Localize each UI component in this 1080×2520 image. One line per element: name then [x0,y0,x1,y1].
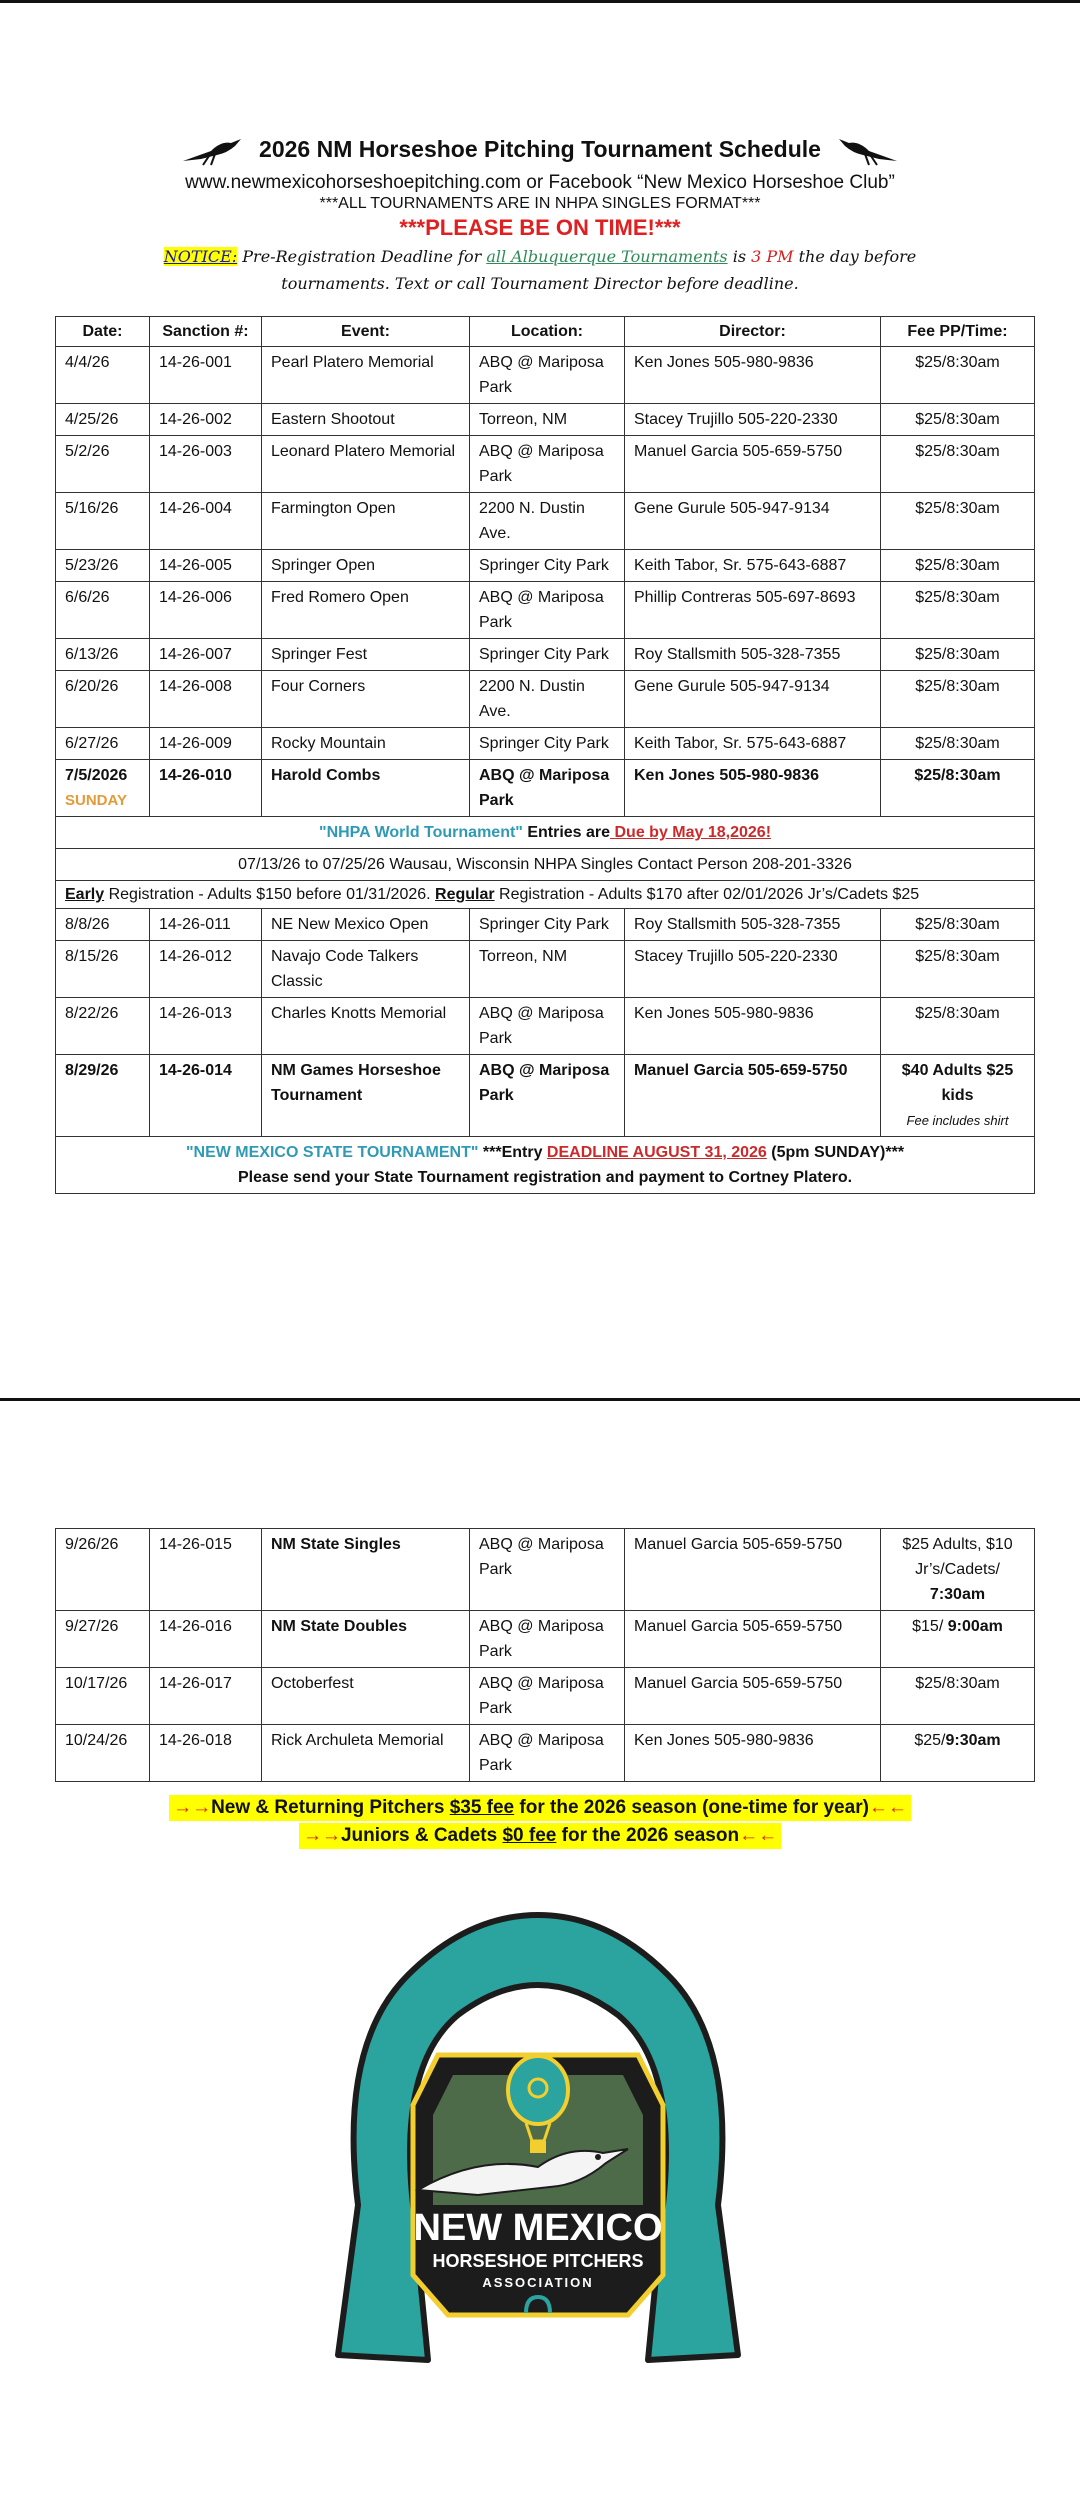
cell-date: 6/13/26 [56,639,150,671]
regular-text: Registration - Adults $170 after 02/01/2026 Jr’s/Cadets $25 [494,886,920,903]
col-location: Location: [470,317,625,347]
cell-director: Ken Jones 505-980-9836 [625,760,881,817]
cell-location: Springer City Park [470,639,625,671]
cell-event: NE New Mexico Open [262,909,470,941]
table-header-row [56,317,1035,347]
cell-event: Pearl Platero Memorial [262,347,470,404]
cell-sanction: 14-26-008 [150,671,262,728]
cell-sanction: 14-26-001 [150,347,262,404]
notice-label: NOTICE: [163,247,238,266]
cell-event: Springer Fest [262,639,470,671]
cell-event: NM State Doubles [262,1611,470,1668]
abq-tournaments-link[interactable]: all Albuquerque Tournaments [486,247,728,266]
cell-sanction: 14-26-011 [150,909,262,941]
table-row [56,493,1035,550]
cell-date: 9/26/26 [56,1529,150,1611]
cell-fee: $25/8:30am [881,347,1035,404]
cell-date: 4/4/26 [56,347,150,404]
balloon-basket [530,2141,546,2153]
season-fees [0,1795,1080,1851]
regular-label: Regular [435,886,495,903]
fee-time: 9:00am [947,1618,1003,1635]
top-border [0,0,1080,3]
table-row [56,909,1035,941]
cell-fee: $25/8:30am [881,998,1035,1055]
cell-sanction: 14-26-012 [150,941,262,998]
cell-fee: $15/ 9:00am [881,1611,1035,1668]
table-row [56,728,1035,760]
page-break [0,1398,1080,1401]
arrow-right-icon: →→ [173,1797,212,1818]
cell-date: 4/25/26 [56,404,150,436]
cell-director: Manuel Garcia 505-659-5750 [625,1611,881,1668]
fee-note: Fee includes shirt [906,1113,1009,1128]
cell-sanction: 14-26-004 [150,493,262,550]
fee-amount: $35 fee [449,1797,515,1818]
cell-sanction: 14-26-014 [150,1055,262,1137]
logo-line1: NEW MEXICO [413,2207,663,2249]
cell-location: ABQ @ Mariposa Park [470,1725,625,1782]
balloon-icon [508,2056,568,2124]
cell-fee: $25/8:30am [881,1668,1035,1725]
cell-location: Springer City Park [470,550,625,582]
world-name: "NHPA World Tournament" [318,824,523,841]
cell-sanction: 14-26-006 [150,582,262,639]
cell-date: 6/27/26 [56,728,150,760]
cell-date [56,760,150,817]
cell-event: Four Corners [262,671,470,728]
state-tournament-row [56,1137,1035,1194]
world-tournament-row [56,817,1035,849]
sunday-badge: SUNDAY [65,792,127,809]
page-header [0,128,1080,297]
cell-director: Gene Gurule 505-947-9134 [625,493,881,550]
cell-date: 8/29/26 [56,1055,150,1137]
fee-time: 7:30am [929,1586,986,1603]
cell-fee: $25/8:30am [881,639,1035,671]
notice-part: Pre-Registration Deadline for [237,247,487,266]
state-deadline: DEADLINE AUGUST 31, 2026 [546,1144,767,1161]
cell-director: Manuel Garcia 505-659-5750 [625,1055,881,1137]
col-fee: Fee PP/Time: [881,317,1035,347]
cell-director: Ken Jones 505-980-9836 [625,998,881,1055]
cell-date: 8/15/26 [56,941,150,998]
cell-event: Rick Archuleta Memorial [262,1725,470,1782]
page2-body [56,1529,1035,1782]
fee-text: for the 2026 season (one-time for year) [514,1797,869,1818]
cell-director: Manuel Garcia 505-659-5750 [625,1668,881,1725]
arrow-left-icon: ←← [868,1797,907,1818]
world-dates-row [56,849,1035,881]
fee-text: New & Returning Pitchers [211,1797,450,1818]
world-entries: Entries are [522,824,611,841]
table-row [56,1055,1035,1137]
cell-director: Keith Tabor, Sr. 575-643-6887 [625,550,881,582]
cell-date: 5/23/26 [56,550,150,582]
table-row [56,1725,1035,1782]
cell-fee: $25/8:30am [881,760,1035,817]
cell-fee: $25/8:30am [881,909,1035,941]
cell-sanction: 14-26-003 [150,436,262,493]
notice-part: the day before [793,247,917,266]
cell-director: Roy Stallsmith 505-328-7355 [625,909,881,941]
roadrunner-icon-right [835,131,899,167]
state-tail: (5pm SUNDAY)*** [766,1144,905,1161]
cell-director: Roy Stallsmith 505-328-7355 [625,639,881,671]
cell-sanction: 14-26-016 [150,1611,262,1668]
cell-sanction: 14-26-005 [150,550,262,582]
rows2-body [56,909,1035,1055]
format-line: ***ALL TOURNAMENTS ARE IN NHPA SINGLES FORMAT*** [319,195,761,212]
fee-text: for the 2026 season [556,1825,740,1846]
cell-fee: $25/8:30am [881,550,1035,582]
schedule-table [55,316,1035,1194]
cell-event: Fred Romero Open [262,582,470,639]
notice-text [0,243,1080,297]
cell-fee: $25/8:30am [881,941,1035,998]
cell-event: Springer Open [262,550,470,582]
logo-line3: ASSOCIATION [482,2275,594,2290]
cell-sanction: 14-26-017 [150,1668,262,1725]
cell-location: ABQ @ Mariposa Park [470,1611,625,1668]
cell-date: 9/27/26 [56,1611,150,1668]
arrow-left-icon: ←← [739,1825,778,1846]
juniors-fee [299,1823,781,1849]
cell-location: 2200 N. Dustin Ave. [470,671,625,728]
cell-date: 5/16/26 [56,493,150,550]
cell-fee: $25/8:30am [881,493,1035,550]
table-row [56,671,1035,728]
cell-director: Manuel Garcia 505-659-5750 [625,1529,881,1611]
table-row [56,550,1035,582]
state-name: "NEW MEXICO STATE TOURNAMENT" [185,1144,479,1161]
table-row [56,998,1035,1055]
cell-location: ABQ @ Mariposa Park [470,1529,625,1611]
table-row [56,760,1035,817]
returning-pitchers-fee [169,1795,911,1821]
table-row [56,639,1035,671]
state-entry: ***Entry [478,1144,547,1161]
cell-date: 8/8/26 [56,909,150,941]
cell-fee: $25/8:30am [881,582,1035,639]
rows1-body [56,347,1035,760]
cell-sanction: 14-26-018 [150,1725,262,1782]
cell-director: Stacey Trujillo 505-220-2330 [625,404,881,436]
cell-date: 10/17/26 [56,1668,150,1725]
state-tournament-note [56,1137,1035,1194]
cell-event: NM State Singles [262,1529,470,1611]
cell-event: Leonard Platero Memorial [262,436,470,493]
fee-text: $40 Adults $25 kids [901,1062,1014,1104]
table-row [56,404,1035,436]
cell-event: Farmington Open [262,493,470,550]
cell-date: 10/24/26 [56,1725,150,1782]
fee-time: 9:30am [945,1732,1001,1749]
col-director: Director: [625,317,881,347]
cell-location: 2200 N. Dustin Ave. [470,493,625,550]
deadline-time: 3 PM [751,247,794,266]
cell-event: Charles Knotts Memorial [262,998,470,1055]
cell-date: 6/20/26 [56,671,150,728]
world-tournament-note [56,817,1035,849]
cell-sanction: 14-26-015 [150,1529,262,1611]
world-registration-note [56,881,1035,909]
cell-location: ABQ @ Mariposa Park [470,998,625,1055]
table-row [56,1668,1035,1725]
cell-location: ABQ @ Mariposa Park [470,436,625,493]
table-row [56,1611,1035,1668]
col-sanction: Sanction #: [150,317,262,347]
cell-sanction: 14-26-010 [150,760,262,817]
early-label: Early [65,886,105,903]
fee-text: Juniors & Cadets [340,1825,503,1846]
cell-event: Octoberfest [262,1668,470,1725]
cell-director: Ken Jones 505-980-9836 [625,1725,881,1782]
cell-location: ABQ @ Mariposa Park [470,1668,625,1725]
arrow-right-icon: →→ [302,1825,341,1846]
cell-date: 8/22/26 [56,998,150,1055]
cell-date: 6/6/26 [56,582,150,639]
table-row [56,1529,1035,1611]
cell-sanction: 14-26-013 [150,998,262,1055]
cell-director: Ken Jones 505-980-9836 [625,347,881,404]
cell-sanction: 14-26-002 [150,404,262,436]
cell-event: Eastern Shootout [262,404,470,436]
cell-director: Manuel Garcia 505-659-5750 [625,436,881,493]
schedule-table-page2 [55,1528,1035,1782]
cell-fee [881,1055,1035,1137]
logo-line2: HORSESHOE PITCHERS [432,2251,644,2271]
col-event: Event: [262,317,470,347]
world-registration-row [56,881,1035,909]
cell-fee: $25 Adults, $10 Jr’s/Cadets/ 7:30am [881,1529,1035,1611]
cell-fee: $25/8:30am [881,436,1035,493]
cell-location: Springer City Park [470,728,625,760]
world-dates-note: 07/13/26 to 07/25/26 Wausau, Wisconsin NHPA Singles Contact Person 208-201-3326 [56,849,1035,881]
cell-location: ABQ @ Mariposa Park [470,760,625,817]
cell-location: Torreon, NM [470,941,625,998]
early-text: Registration - Adults $150 before 01/31/2026. [104,886,436,903]
cell-location: Springer City Park [470,909,625,941]
cell-director: Stacey Trujillo 505-220-2330 [625,941,881,998]
cell-sanction: 14-26-007 [150,639,262,671]
table-row [56,582,1035,639]
nmhpa-logo [318,1905,758,2375]
table-row [56,347,1035,404]
cell-fee: $25/8:30am [881,728,1035,760]
website-line: www.newmexicohorseshoepitching.com or Facebook “New Mexico Horseshoe Club” [185,172,895,193]
cell-director: Keith Tabor, Sr. 575-643-6887 [625,728,881,760]
table-row [56,941,1035,998]
notice-line2: tournaments. Text or call Tournament Director before deadline. [281,274,799,293]
notice-part: is [727,247,752,266]
roadrunner-icon-left [181,131,245,167]
cell-fee: $25/8:30am [881,671,1035,728]
cell-location: ABQ @ Mariposa Park [470,347,625,404]
state-instructions: Please send your State Tournament registration and payment to Cortney Platero. [237,1169,853,1186]
cell-fee: $25/8:30am [881,404,1035,436]
cell-date: 5/2/26 [56,436,150,493]
cell-event: Navajo Code Talkers Classic [262,941,470,998]
cell-location: Torreon, NM [470,404,625,436]
date-text: 7/5/2026 [65,767,128,784]
cell-event: Harold Combs [262,760,470,817]
page-title: 2026 NM Horseshoe Pitching Tournament Schedule [259,135,821,162]
cell-director: Phillip Contreras 505-697-8693 [625,582,881,639]
world-due-date: Due by May 18,2026! [610,824,772,841]
on-time-warning: ***PLEASE BE ON TIME!*** [399,215,681,240]
cell-fee: $25/9:30am [881,1725,1035,1782]
table-row [56,436,1035,493]
cell-sanction: 14-26-009 [150,728,262,760]
cell-location: ABQ @ Mariposa Park [470,582,625,639]
col-date: Date: [56,317,150,347]
cell-director: Gene Gurule 505-947-9134 [625,671,881,728]
cell-event: NM Games Horseshoe Tournament [262,1055,470,1137]
fee-amount: $0 fee [502,1825,557,1846]
cell-event: Rocky Mountain [262,728,470,760]
cell-location: ABQ @ Mariposa Park [470,1055,625,1137]
